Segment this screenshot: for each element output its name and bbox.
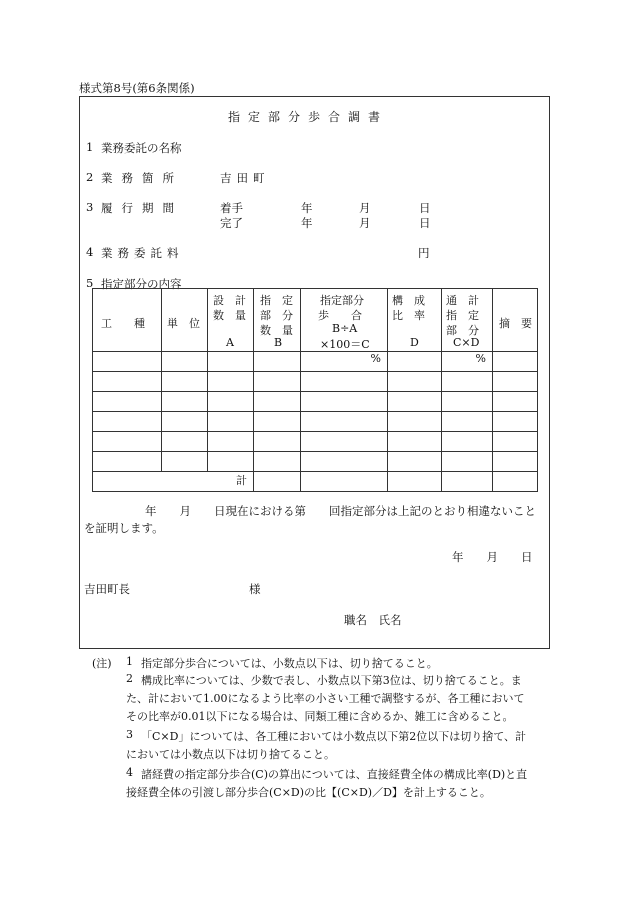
header-design-qty-1: 設 計 <box>213 294 246 307</box>
header-ratio-4: ×100＝C <box>320 338 370 351</box>
cumulative-percent-unit: % <box>475 352 486 365</box>
certification-date: 年 月 日 <box>452 550 533 564</box>
note-4-number: 4 <box>126 766 133 779</box>
certification-line-2: を証明します。 <box>84 521 164 535</box>
table-row <box>93 412 538 432</box>
item-4-unit: 円 <box>418 246 430 260</box>
note-4-line-1: 諸経費の指定部分歩合(C)の算出については、直接経費全体の構成比率(D)と直 <box>141 768 528 781</box>
header-cumulative-2: 指 定 <box>446 309 479 322</box>
item-2-label: 業務箇所 <box>101 171 183 185</box>
period-end-day: 日 <box>419 216 431 230</box>
header-remarks: 摘 要 <box>499 317 532 330</box>
mayor-title: 吉田町長 <box>84 582 130 596</box>
ratio-percent-unit: % <box>370 352 381 365</box>
header-spec-qty-1: 指 定 <box>260 294 293 307</box>
item-5-label: 指定部分の内容 <box>101 277 182 291</box>
header-composition-3: D <box>410 336 419 349</box>
designated-part-table <box>92 288 538 492</box>
period-start-month: 月 <box>359 201 371 215</box>
table-row <box>93 352 538 372</box>
header-design-qty-2: 数 量 <box>213 309 246 322</box>
note-2-line-1: 構成比率については、少数で表し、小数点以下第3位は、切り捨てること。ま <box>141 674 522 687</box>
note-3-line-2: においては小数点以下は切り捨てること。 <box>126 748 335 761</box>
item-1-label: 業務委託の名称 <box>101 141 182 155</box>
header-spec-qty-4: B <box>274 336 283 349</box>
item-2-value: 吉田町 <box>220 171 270 185</box>
header-ratio-2: 歩 合 <box>318 309 362 322</box>
item-2-number: 2 <box>86 170 94 184</box>
period-start-label: 着手 <box>220 201 243 215</box>
note-4-line-2: 接経費全体の引渡し部分歩合(C×D)の比【(C×D)／D】を計上すること。 <box>126 786 491 799</box>
item-4-label: 業務委託料 <box>101 246 184 260</box>
note-2-line-3: その比率が0.01以下になる場合は、同類工種に含めるか、雑工に含めること。 <box>126 710 514 723</box>
header-ratio-3: B÷A <box>332 322 358 335</box>
period-start-year: 年 <box>301 201 313 215</box>
item-5-number: 5 <box>86 276 94 290</box>
item-3-label: 履行期間 <box>101 201 183 215</box>
period-end-month: 月 <box>359 216 371 230</box>
table-total-row <box>93 472 538 492</box>
signer-line: 職名 氏名 <box>344 613 402 627</box>
header-unit: 単 位 <box>167 317 200 330</box>
honorific: 様 <box>249 582 261 596</box>
header-cumulative-1: 通 計 <box>446 294 479 307</box>
header-composition-2: 比 率 <box>392 309 425 322</box>
header-ratio-1: 指定部分 <box>320 294 364 307</box>
header-spec-qty-3: 数 量 <box>260 324 293 337</box>
note-3-number: 3 <box>126 728 133 741</box>
table-row <box>93 372 538 392</box>
header-cumulative-3: 部 分 <box>446 324 479 337</box>
notes-heading: (注) <box>92 657 112 670</box>
period-start-day: 日 <box>419 201 431 215</box>
item-1-number: 1 <box>86 140 94 154</box>
period-end-label: 完了 <box>220 216 243 230</box>
total-label: 計 <box>236 474 247 487</box>
table-row <box>93 392 538 412</box>
table-row <box>93 432 538 452</box>
header-cumulative-4: C×D <box>453 336 480 349</box>
note-1-number: 1 <box>126 655 133 668</box>
note-3-line-1: 「C×D」については、各工種においては小数点以下第2位以下は切り捨て、計 <box>141 730 527 743</box>
item-4-number: 4 <box>86 245 94 259</box>
page-title: 指定部分歩合調書 <box>228 110 389 124</box>
header-spec-qty-2: 部 分 <box>260 309 293 322</box>
note-1-text: 指定部分歩合については、小数点以下は、切り捨てること。 <box>141 657 438 670</box>
header-composition-1: 構 成 <box>392 294 425 307</box>
note-2-number: 2 <box>126 672 133 685</box>
header-design-qty-3: A <box>226 336 234 349</box>
note-2-line-2: た、計において1.00になるよう比率の小さい工種で調整するが、各工種において <box>126 692 525 705</box>
item-3-number: 3 <box>86 200 94 214</box>
table-row <box>93 452 538 472</box>
form-label: 様式第8号(第6条関係) <box>79 81 195 95</box>
table-header-row <box>93 289 538 352</box>
header-work-type: 工 種 <box>101 317 145 330</box>
certification-line-1: 年 月 日現在における第 回指定部分は上記のとおり相違ないこと <box>145 504 536 518</box>
period-end-year: 年 <box>301 216 313 230</box>
